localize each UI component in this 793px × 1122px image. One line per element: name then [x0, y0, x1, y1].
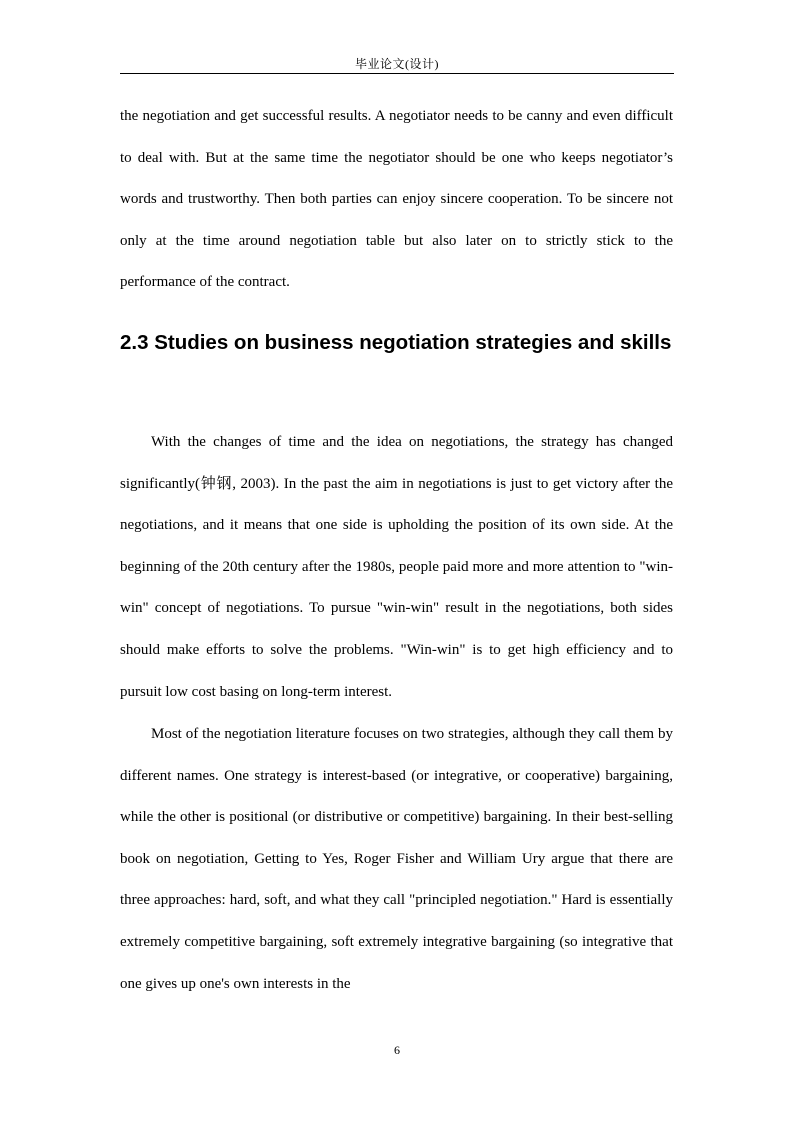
body-paragraph-continued — [120, 96, 673, 304]
section-heading: 2.3 Studies on business negotiation strategies and skills — [120, 331, 672, 354]
header-divider — [120, 73, 674, 74]
page-number: 6 — [394, 1043, 400, 1057]
paragraph-text: Most of the negotiation literature focuses on two strategies, although they call them by different names. One strategy is interest-based (or integrative, or cooperative) bargaining, while the other is positional (or distributive or competitive) bargaining. In their best-selling book on negotiation, Getting to Yes, Roger Fisher and William Ury argue that there are three approaches: hard, soft, and what they call "principled negotiation." Hard is essentially extremely competitive bargaining, soft extremely integrative bargaining (so integrative that one gives up one's own interests in the — [120, 726, 673, 992]
body-paragraph-literature — [120, 714, 673, 1005]
running-header-title: 毕业论文(设计) — [355, 57, 439, 71]
body-paragraph-strategy-change — [120, 422, 673, 713]
paragraph-text: the negotiation and get successful results. A negotiator needs to be canny and even difficult to deal with. But at the same time the negotiator should be one who keeps negotiator’s words and trustworthy. Then both parties can enjoy sincere cooperation. To be sincere not only at the time around negotiation table but also later on to strictly stick to the performance of the contract. — [120, 108, 673, 291]
paragraph-text: With the changes of time and the idea on negotiations, the strategy has changed significantly(钟钢, 2003). In the past the aim in negotiations is just to get victory after the negotiations, and it means that one side is upholding the position of its own side. At the beginning of the 20th century after the 1980s, people paid more and more attention to "win-win" concept of negotiations. To pursue "win-win" result in the negotiations, both sides should make efforts to solve the problems. "Win-win" is to get high efficiency and to pursuit low cost basing on long-term interest. — [120, 434, 673, 700]
